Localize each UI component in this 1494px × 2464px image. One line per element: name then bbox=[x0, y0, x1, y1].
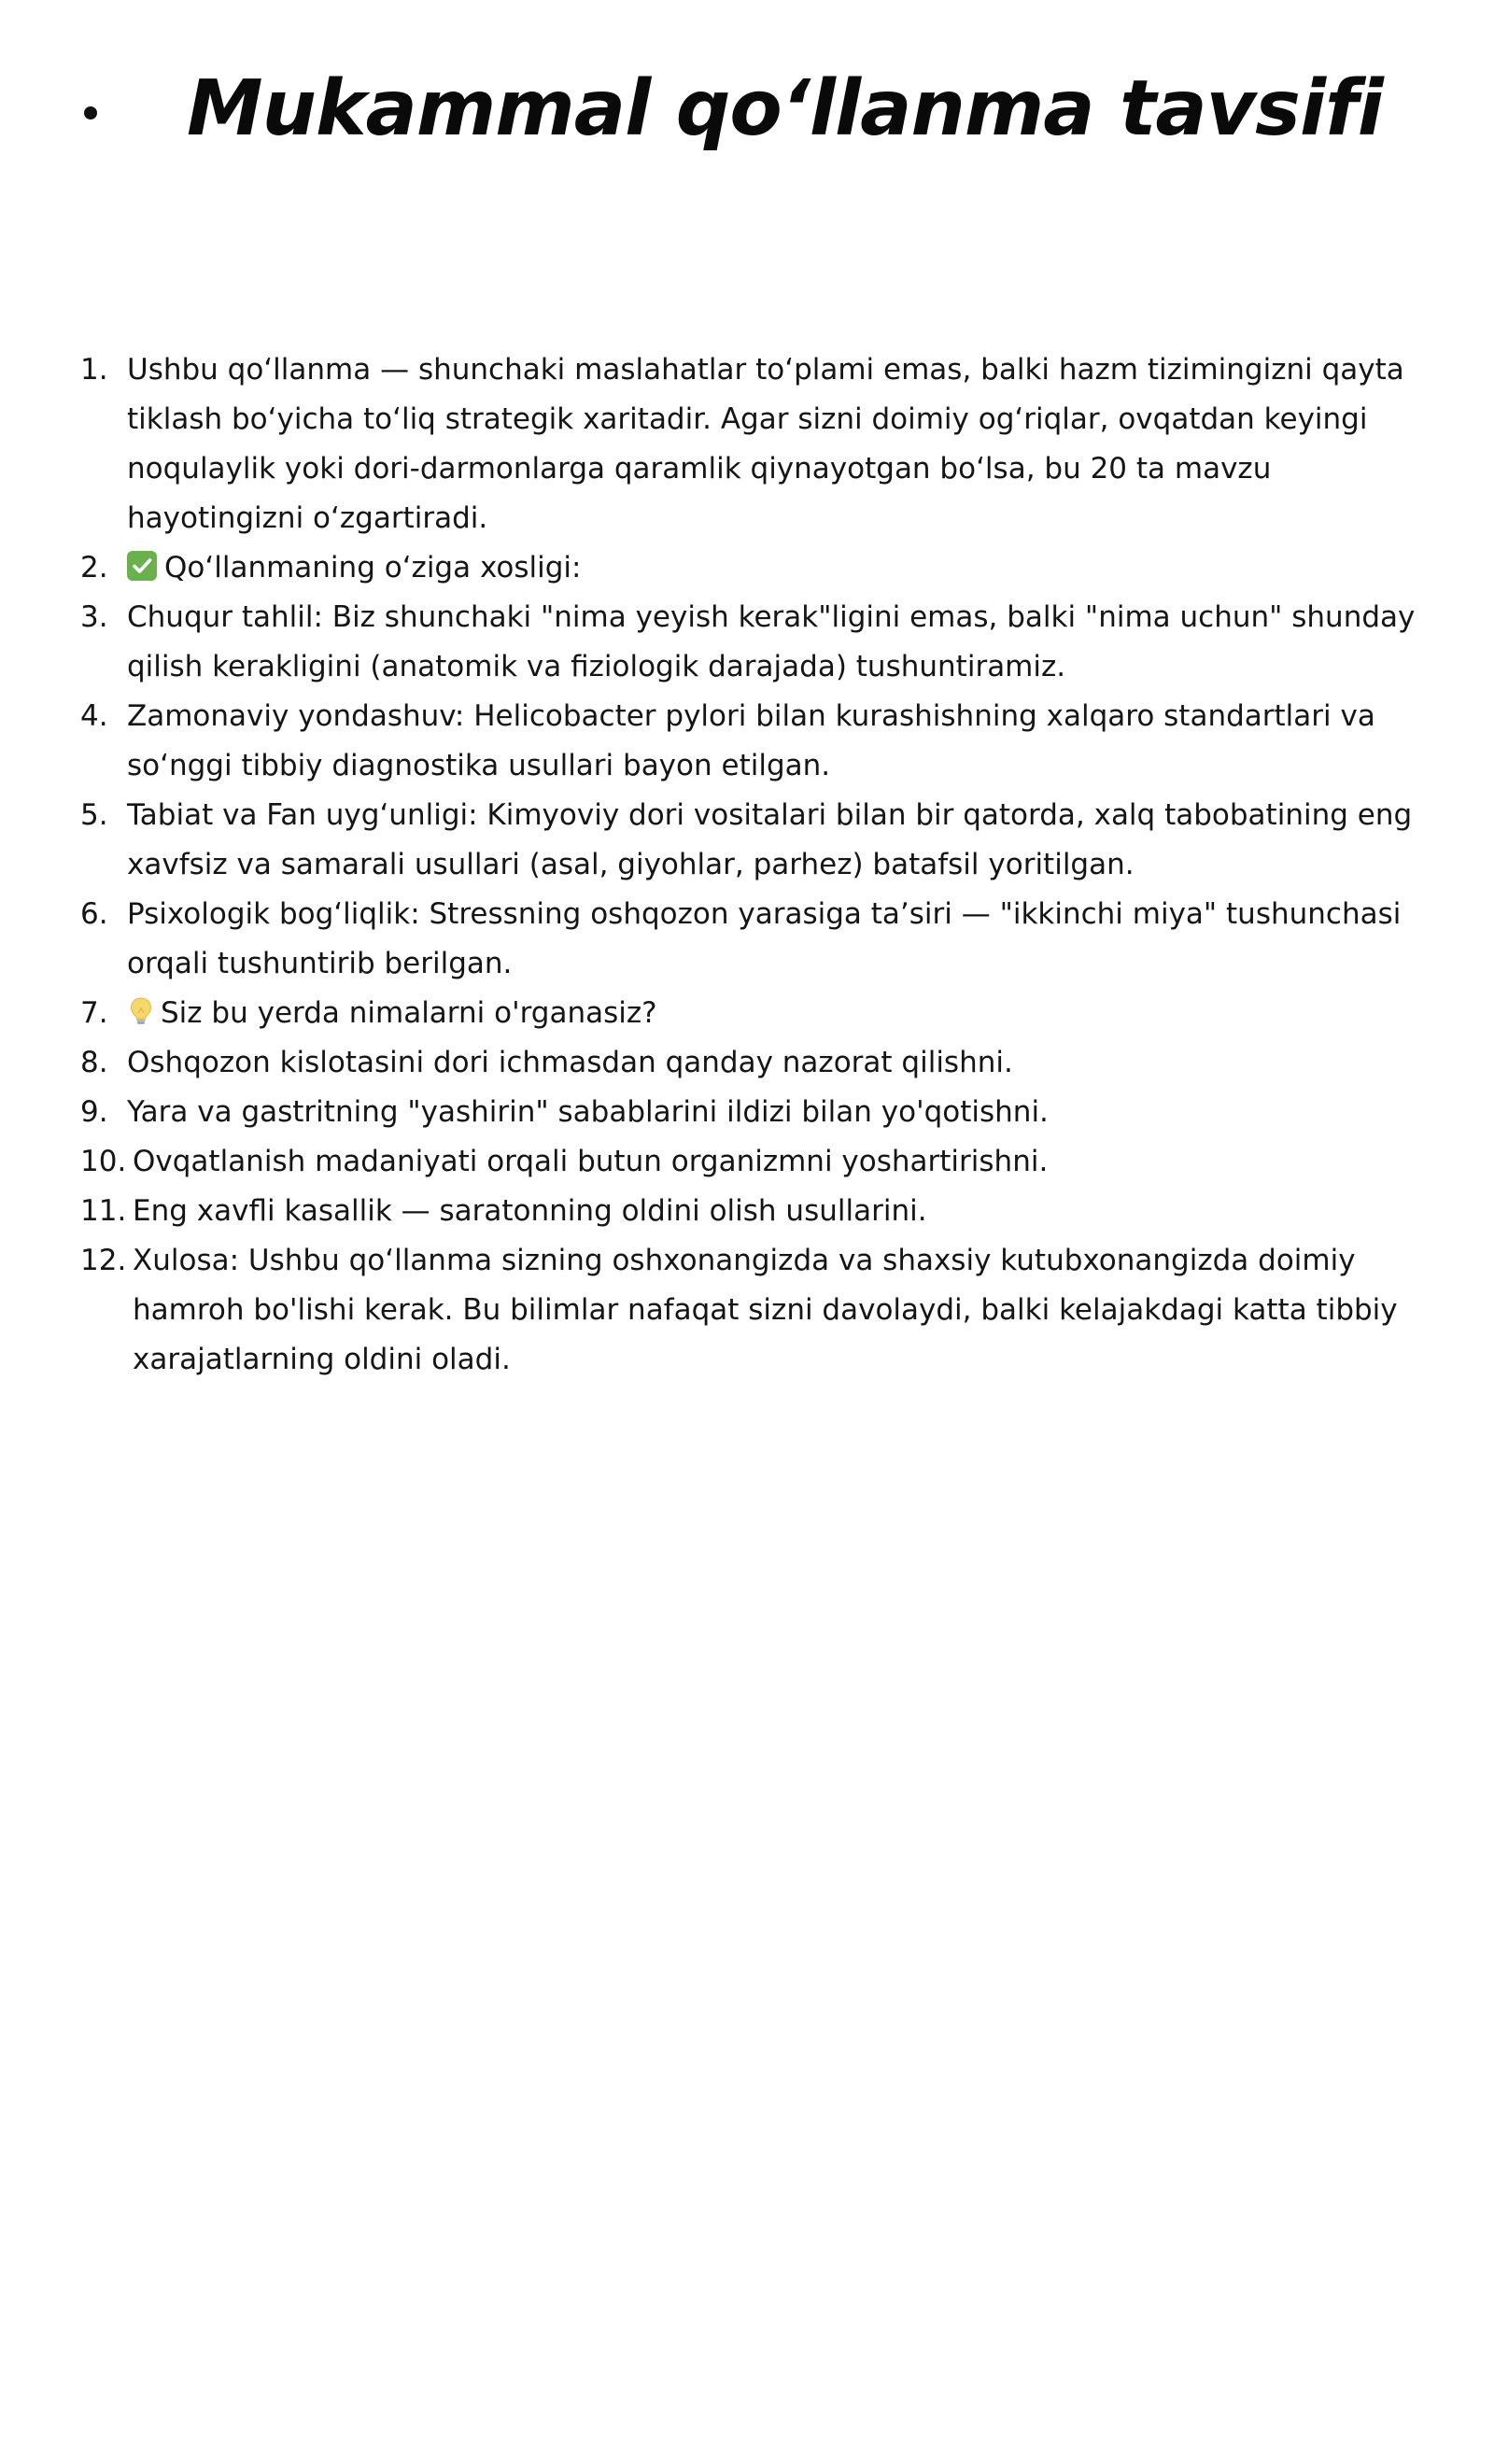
item-text-wrapper bbox=[127, 989, 1434, 1038]
numbered-list bbox=[80, 345, 1434, 1385]
list-item bbox=[80, 989, 1434, 1038]
item-text: Qo‘llanmaning o‘ziga xosligi: bbox=[164, 551, 582, 584]
item-text: Oshqozon kislotasini dori ichmasdan qanday nazorat qilishni. bbox=[127, 1046, 1013, 1079]
list-item bbox=[80, 345, 1434, 543]
page-title: Mukammal qo‘llanma tavsifi bbox=[187, 64, 1383, 153]
item-text: Siz bu yerda nimalarni o'rganasiz? bbox=[161, 996, 657, 1030]
item-number: 9. bbox=[80, 1095, 108, 1129]
item-text: Ovqatlanish madaniyati orqali butun organizmni yoshartirishni. bbox=[133, 1145, 1049, 1178]
list-item bbox=[80, 1236, 1434, 1385]
list-item bbox=[80, 791, 1434, 890]
list-item bbox=[80, 1038, 1434, 1088]
item-number: 5. bbox=[80, 798, 108, 832]
list-item bbox=[80, 1137, 1434, 1187]
item-text: Zamonaviy yondashuv: Helicobacter pylori bilan kurashishning xalqaro standartlari va so‘nggi tibbiy diagnostika usullari bayon etilgan. bbox=[127, 699, 1375, 782]
item-number: 7. bbox=[80, 996, 108, 1030]
item-number: 12. bbox=[80, 1244, 127, 1277]
item-number: 4. bbox=[80, 699, 108, 733]
list-item bbox=[80, 593, 1434, 692]
list-item bbox=[80, 692, 1434, 791]
list-item bbox=[80, 1088, 1434, 1137]
item-text: Xulosa: Ushbu qo‘llanma sizning oshxonangizda va shaxsiy kutubxonangizda doimiy hamroh bo'lishi kerak. Bu bilimlar nafaqat sizni davolaydi, balki kelajakdagi katta tibbiy xarajatlarning oldini oladi. bbox=[133, 1244, 1398, 1376]
list-item bbox=[80, 890, 1434, 989]
title-row bbox=[84, 65, 1438, 153]
item-text: Psixologik bog‘liqlik: Stressning oshqozon yarasiga ta’siri — "ikkinchi miya" tushunchasi orqali tushuntirib berilgan. bbox=[127, 897, 1402, 980]
bullet-icon bbox=[84, 106, 97, 120]
item-number: 8. bbox=[80, 1046, 108, 1079]
item-text-wrapper bbox=[127, 543, 1434, 593]
item-number: 1. bbox=[80, 353, 108, 387]
item-number: 3. bbox=[80, 600, 108, 634]
item-number: 2. bbox=[80, 551, 108, 584]
item-text: Tabiat va Fan uyg‘unligi: Kimyoviy dori vositalari bilan bir qatorda, xalq tabobatining eng xavfsiz va samarali usullari (asal, giyohlar, parhez) batafsil yoritilgan. bbox=[127, 798, 1413, 881]
item-number: 6. bbox=[80, 897, 108, 931]
item-text: Ushbu qo‘llanma — shunchaki maslahatlar to‘plami emas, balki hazm tizimingizni qayta tiklash bo‘yicha to‘liq strategik xaritadir. Agar sizni doimiy og‘riqlar, ovqatdan keyingi noqulaylik yoki dori-darmonlarga qaramlik qiynayotgan bo‘lsa, bu 20 ta mavzu hayotingizni o‘zgartiradi. bbox=[127, 353, 1404, 535]
item-text: Chuqur tahlil: Biz shunchaki "nima yeyish kerak"ligini emas, balki "nima uchun" shunday qilish kerakligini (anatomik va fiziologik darajada) tushuntiramiz. bbox=[127, 600, 1416, 683]
check-mark-icon bbox=[127, 551, 157, 581]
item-number: 10. bbox=[80, 1145, 127, 1178]
light-bulb-icon bbox=[129, 993, 153, 1022]
list-item bbox=[80, 1187, 1434, 1236]
item-number: 11. bbox=[80, 1194, 127, 1228]
item-text: Eng xavfli kasallik — saratonning oldini olish usullarini. bbox=[133, 1194, 927, 1228]
item-text: Yara va gastritning "yashirin" sabablarini ildizi bilan yo'qotishni. bbox=[127, 1095, 1049, 1129]
list-item bbox=[80, 543, 1434, 593]
